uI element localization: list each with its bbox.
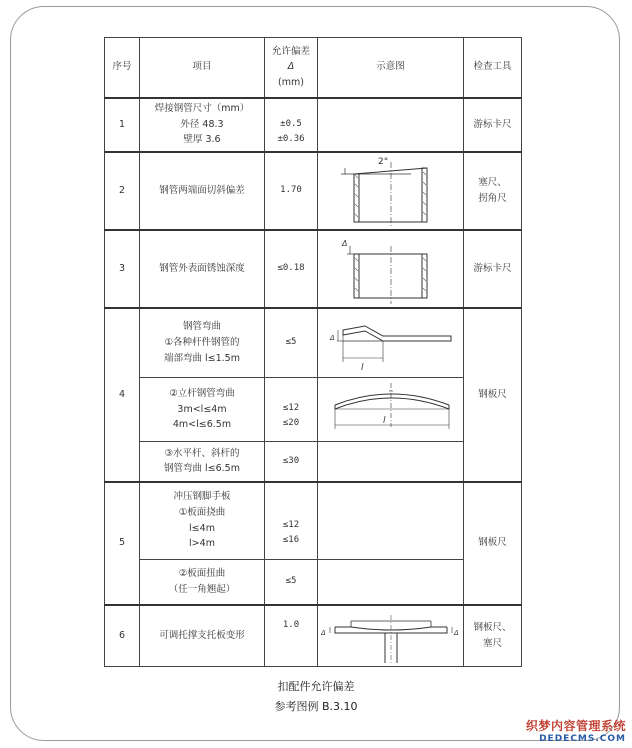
row-4c-diagram [318,442,464,482]
watermark [526,717,626,744]
row-4-tool: 钢板尺 [464,308,522,482]
standpipe-bend-diagram [321,379,461,441]
row-4b-tol-1: ≤12 [282,403,300,414]
header-diagram: 示意图 [318,38,464,98]
row-5a-item [140,482,265,560]
row-6-delta-label-left: Δ [320,628,326,637]
row-5a-line-2: ①板面挠曲 [178,507,226,519]
row-4b-item [140,378,265,442]
header-tolerance-line3: (mm) [278,77,304,89]
row-4a-diagram [318,308,464,378]
row-4a-length-label: l [360,362,364,373]
row-4b-line-3: 4m<l≤6.5m [172,419,232,431]
row-4-no: 4 [105,308,140,482]
pipe-corrosion-diagram [321,232,461,306]
row-5a-line-3: l≤4m [189,522,215,534]
row-5b-diagram [318,560,464,605]
row-4a-tolerance: ≤5 [265,308,318,378]
row-5-no: 5 [105,482,140,605]
watermark-line-2: DEDECMS.COM [539,734,626,744]
row-1-no: 1 [105,98,140,152]
row-4b-line-2: 3m<l≤4m [177,403,227,415]
table-header-row [105,38,522,98]
row-6-item: 可调托撑支托板变形 [140,605,265,667]
table-row [105,482,522,560]
header-no: 序号 [105,38,140,98]
row-4b-tol-2: ≤20 [282,418,300,428]
row-4a-line-1: 钢管弯曲 [182,321,221,333]
row-4a-delta-label: Δ [329,333,335,342]
row-5a-line-1: 冲压钢脚手板 [173,491,231,503]
row-1-tool: 游标卡尺 [464,98,522,152]
figure-subtitle: 参考图例 B.3.10 [274,700,358,713]
row-6-no: 6 [105,605,140,667]
row-4a-line-2: ①各种杆件钢管的 [164,336,240,348]
pipe-end-bend-diagram [321,310,461,376]
row-6-delta-label-right: Δ [453,628,459,637]
header-tool: 检查工具 [464,38,522,98]
row-1-line-3: 壁厚 3.6 [183,134,221,146]
row-2-tool-line-2: 拐角尺 [478,192,507,204]
row-2-tool [464,152,522,230]
row-5a-tol-1: ≤12 [282,519,300,530]
table-row [105,605,522,667]
row-5a-tol-2: ≤16 [282,534,300,545]
row-5b-line-2: （任一角翘起） [168,583,236,595]
table-row [105,230,522,308]
row-5b-line-1: ②板面扭曲 [178,568,226,580]
row-4b-tolerance [265,378,318,442]
row-6-diagram [318,605,464,667]
row-3-diagram [318,230,464,308]
table-row [105,442,522,482]
row-2-tool-line-1: 塞尺、 [478,176,507,188]
row-4c-tolerance: ≤30 [265,442,318,482]
row-4a-line-3: 端部弯曲 l≤1.5m [164,352,240,364]
row-1-item [140,98,265,152]
row-3-delta-label: Δ [341,238,347,248]
header-tolerance-line2: Δ [287,61,295,73]
row-5a-diagram [318,482,464,560]
row-3-no: 3 [105,230,140,308]
table-row [105,98,522,152]
row-6-tool-line-1: 钢板尺、 [473,622,512,634]
row-5b-item [140,560,265,605]
row-2-diagram [318,152,464,230]
row-4b-diagram [318,378,464,442]
row-1-diagram [318,98,464,152]
row-1-tol-1: ±0.5 [280,119,302,130]
row-4c-item [140,442,265,482]
row-3-item: 钢管外表面锈蚀深度 [140,230,265,308]
header-tolerance-line1: 允许偏差 [271,45,310,57]
row-1-line-1: 焊接钢管尺寸（mm） [154,102,250,114]
row-3-tool: 游标卡尺 [464,230,522,308]
watermark-line-1: 织梦内容管理系统 [525,719,626,733]
row-2-angle-label: 2° [377,156,388,167]
support-plate-diagram [321,607,461,665]
table-row [105,560,522,605]
pipe-end-bevel-diagram [321,154,461,228]
row-6-tolerance: 1.0 [265,605,318,667]
figure-title: 扣配件允许偏差 [277,680,355,693]
row-1-tolerance [265,98,318,152]
row-5a-tolerance [265,482,318,560]
row-4b-length-label: l [382,415,386,426]
row-2-no: 2 [105,152,140,230]
tolerance-table [104,37,522,667]
header-tolerance [265,38,318,98]
header-item: 项目 [140,38,265,98]
row-5a-line-4: l>4m [189,538,215,550]
row-1-tol-2: ±0.36 [277,134,305,144]
row-4a-item [140,308,265,378]
row-2-tolerance: 1.70 [265,152,318,230]
row-6-tool [464,605,522,667]
row-3-tolerance: ≤0.18 [265,230,318,308]
row-6-tool-line-2: 塞尺 [482,637,502,649]
row-4b-line-1: ②立杆钢管弯曲 [169,387,235,399]
row-5-tool: 钢板尺 [464,482,522,605]
row-2-item: 钢管两端面切斜偏差 [140,152,265,230]
row-5b-tolerance: ≤5 [265,560,318,605]
row-4c-line-2: 钢管弯曲 l≤6.5m [164,463,240,475]
table-row [105,308,522,378]
table-row [105,378,522,442]
row-4c-line-1: ③水平杆、斜杆的 [164,447,240,459]
table-row [105,152,522,230]
row-1-line-2: 外径 48.3 [180,118,224,130]
